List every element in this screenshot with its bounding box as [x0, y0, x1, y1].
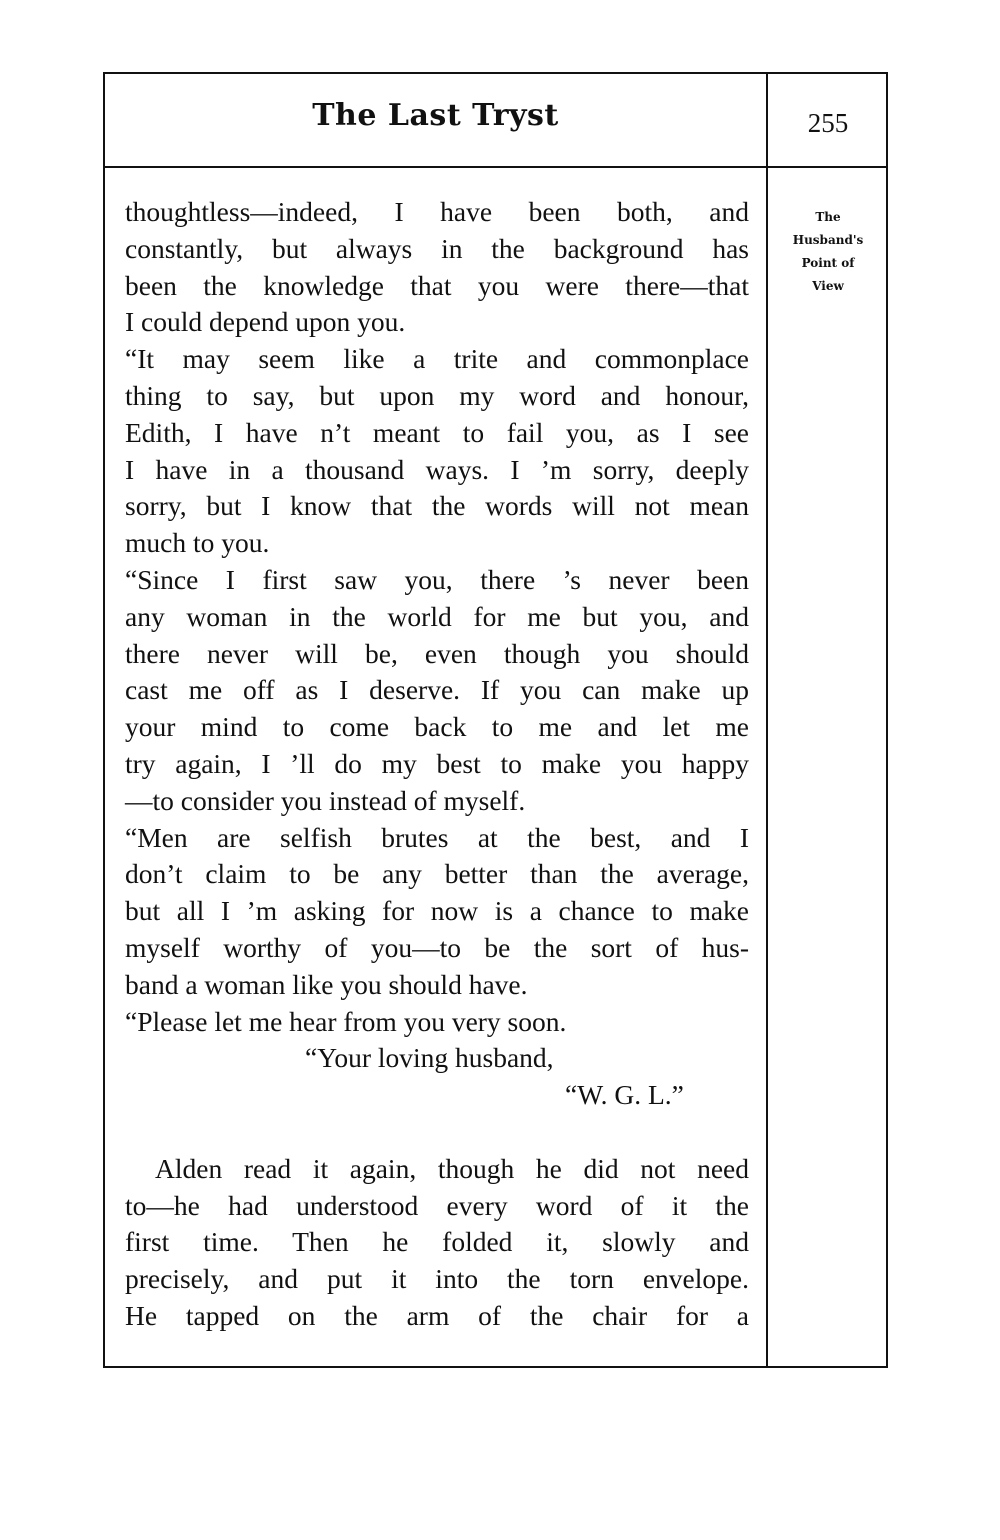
text-line: cast me off as I deserve. If you can make up	[125, 674, 749, 706]
text-line: don’t claim to be any better than the average,	[125, 858, 749, 890]
text-line: band a woman like you should have.	[125, 968, 528, 1000]
text-line: He tapped on the arm of the chair for a	[125, 1299, 749, 1331]
running-title: The Last Tryst	[312, 98, 559, 133]
text-line: much to you.	[125, 527, 270, 559]
text-line: myself worthy of you—to be the sort of hus-	[125, 931, 749, 963]
text-line: I could depend upon you.	[125, 306, 406, 338]
text-line: but all I ’m asking for now is a chance to make	[125, 895, 749, 927]
margin-note-line: The	[815, 210, 841, 224]
text-line: constantly, but always in the background has	[125, 232, 749, 264]
text-line: “W. G. L.”	[565, 1079, 684, 1111]
text-line: I have in a thousand ways. I ’m sorry, deeply	[125, 453, 749, 485]
text-line: “Since I first saw you, there ’s never been	[125, 563, 749, 595]
text-line: “Men are selfish brutes at the best, and I	[125, 821, 749, 853]
text-line: “It may seem like a trite and commonplace	[125, 343, 749, 375]
text-line: precisely, and put it into the torn envelope.	[125, 1263, 749, 1295]
text-line: “Please let me hear from you very soon.	[125, 1005, 567, 1037]
text-line: thoughtless—indeed, I have been both, and	[125, 196, 749, 227]
text-line: Edith, I have n’t meant to fail you, as I see	[125, 416, 749, 448]
text-line: to—he had understood every word of it the	[125, 1189, 749, 1221]
margin-note	[768, 206, 888, 298]
text-line: “Your loving husband,	[305, 1042, 554, 1074]
text-line: try again, I ’ll do my best to make you happy	[125, 747, 749, 779]
text-line: first time. Then he folded it, slowly and	[125, 1226, 749, 1258]
paragraph-gap	[125, 1114, 749, 1151]
margin-note-line: Husband's	[792, 233, 864, 247]
margin-note-line: View	[812, 279, 844, 293]
text-line: your mind to come back to me and let me	[125, 711, 749, 743]
page-frame	[103, 72, 888, 1368]
text-line: Alden read it again, though he did not need	[155, 1152, 749, 1184]
margin-note-line: Point of	[801, 256, 855, 270]
text-line: sorry, but I know that the words will not mean	[125, 490, 749, 522]
text-line: any woman in the world for me but you, and	[125, 600, 749, 632]
text-line: thing to say, but upon my word and honour,	[125, 379, 749, 411]
body-text	[125, 194, 749, 1335]
text-line: been the knowledge that you were there—that	[125, 269, 749, 301]
header-divider	[105, 166, 886, 168]
text-line: there never will be, even though you should	[125, 637, 749, 669]
text-line: —to consider you instead of myself.	[125, 784, 526, 816]
page-number: 255	[807, 108, 849, 138]
